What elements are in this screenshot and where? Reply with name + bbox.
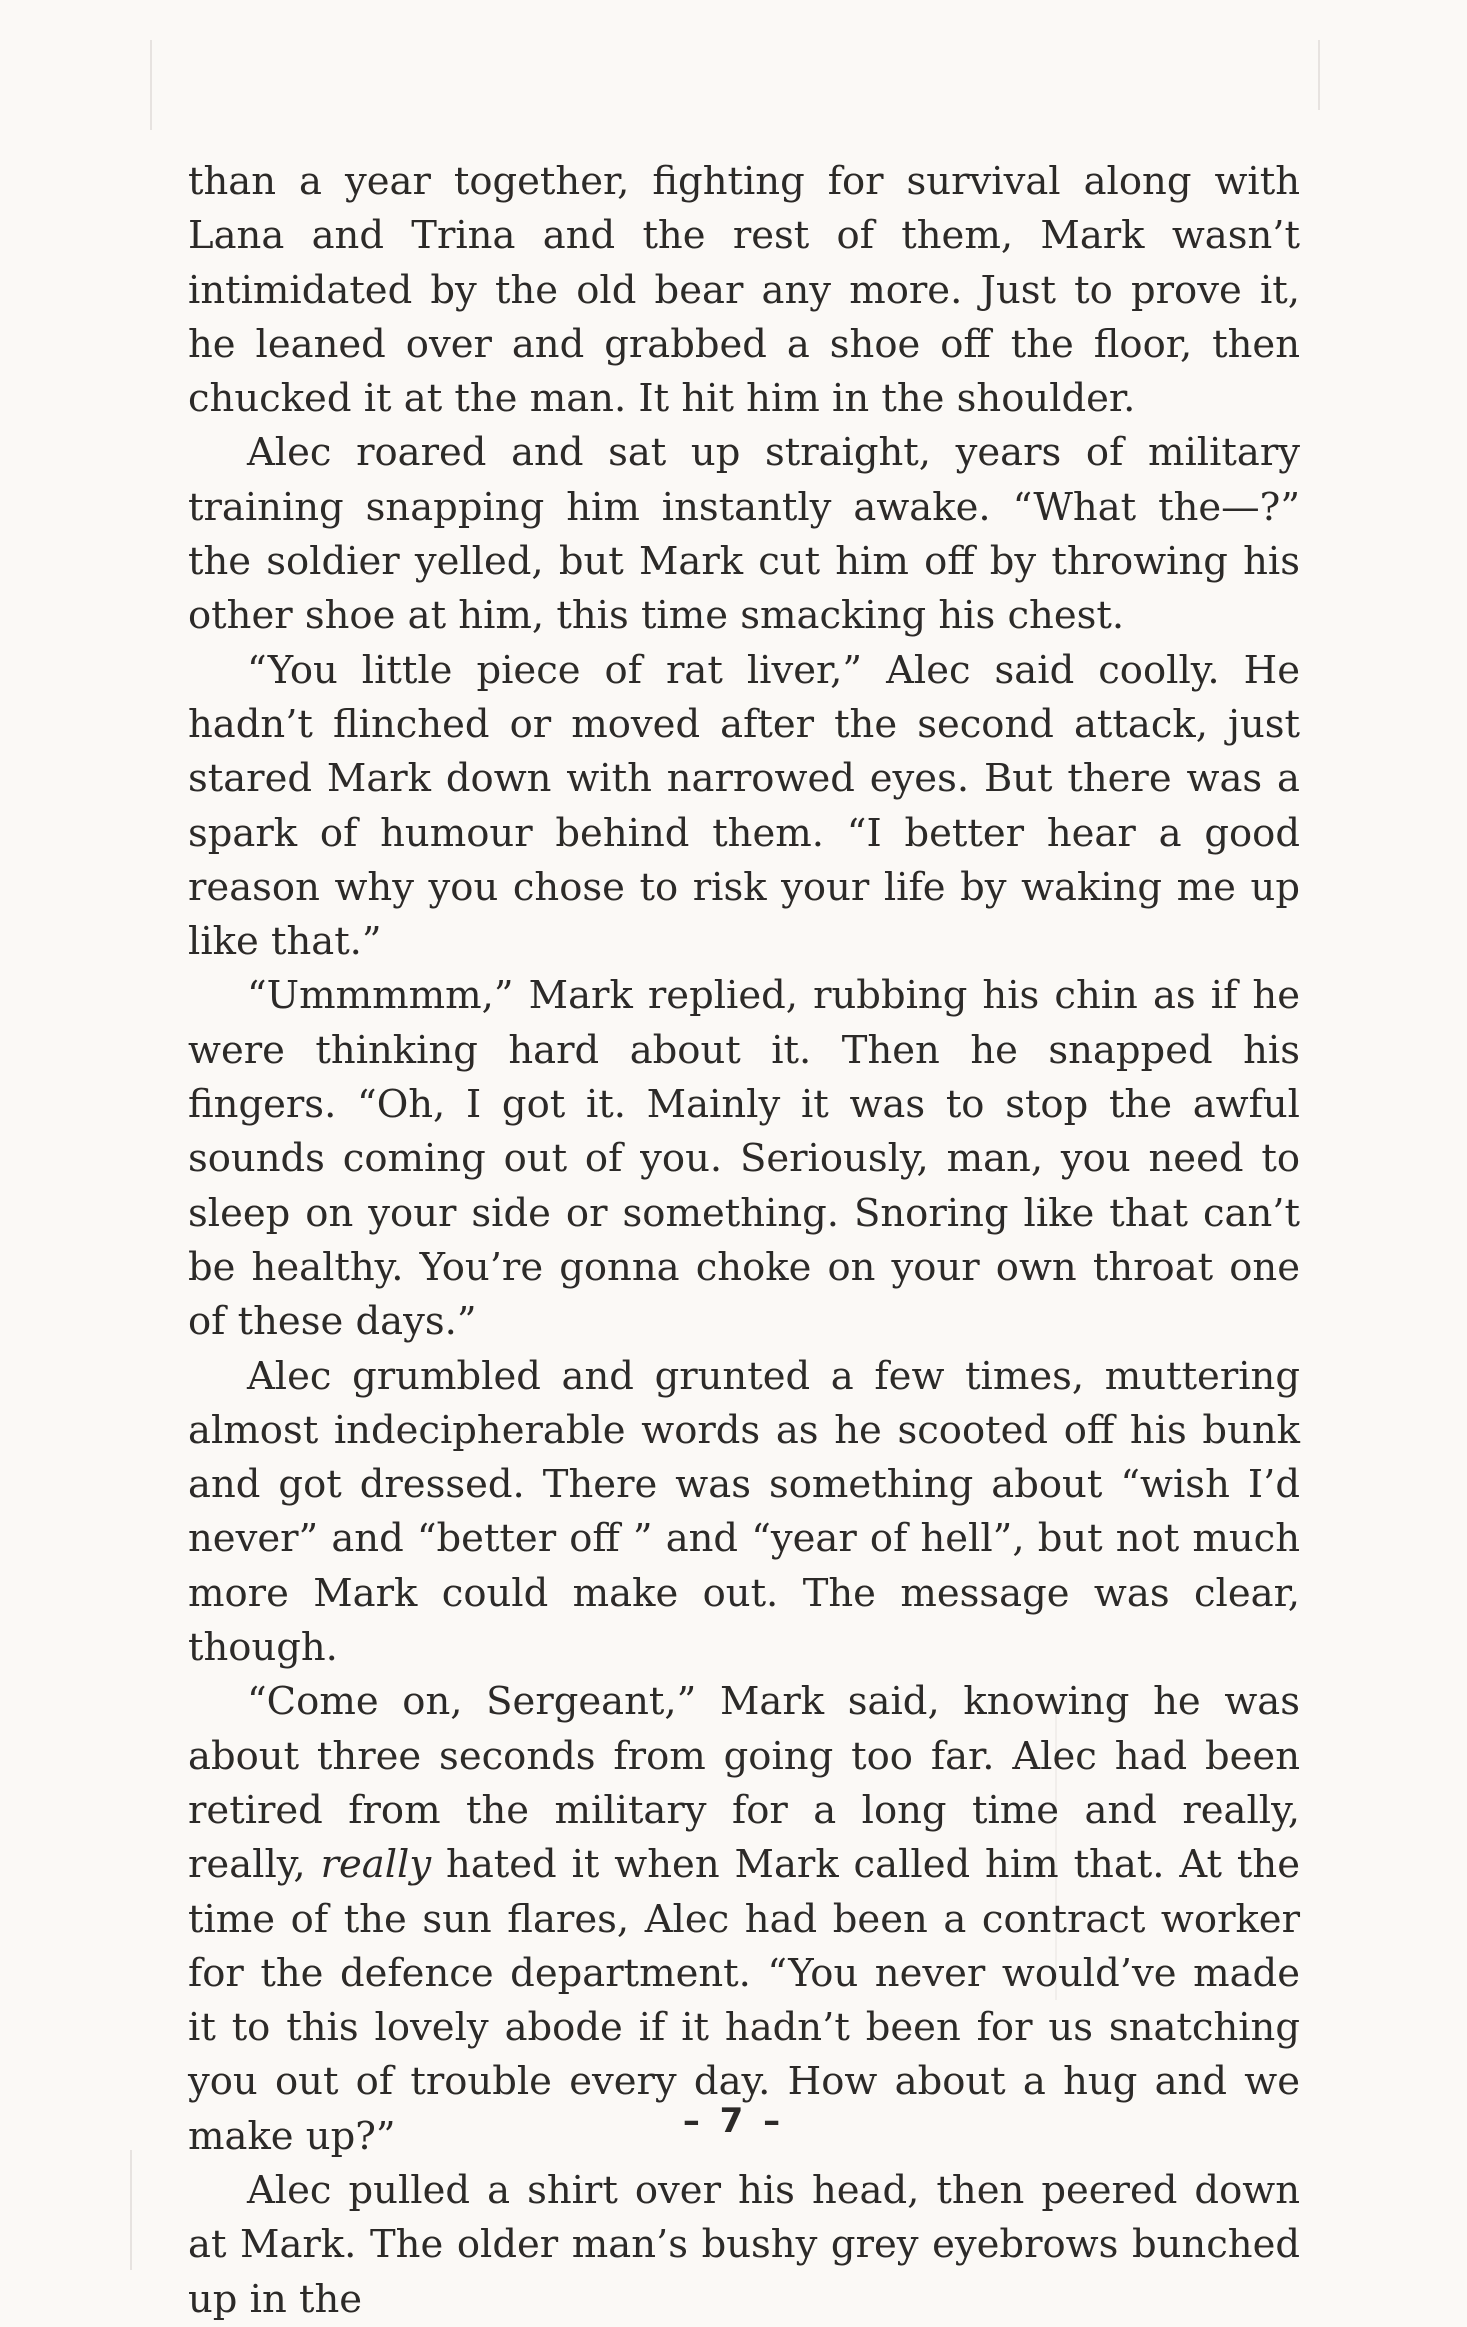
body-text (188, 155, 1300, 2327)
paragraph-text: hated it when Mark called him that. At the time of the sun flares, Alec had been a contract worker for the defence department. “You never would’ve made it to this lovely abode if it hadn’t been for us snatching you out of trouble every day. How about a hug and we make up?” (188, 1842, 1300, 2159)
paragraph: than a year together, fighting for survival along with Lana and Trina and the rest of them, Mark wasn’t intimidated by the old bear any more. Just to prove it, he leaned over and grabbed a shoe off the floor, then chucked it at the man. It hit him in the shoulder. (188, 159, 1300, 422)
paragraph: “You little piece of rat liver,” Alec said coolly. He hadn’t flinched or moved after the second attack, just stared Mark down with narrowed eyes. But there was a spark of humour behind them. “I better hear a good reason why you chose to risk your life by waking me up like that.” (188, 647, 1300, 965)
paragraph: “Ummmmm,” Mark replied, rubbing his chin as if he were thinking hard about it. Then he snapped his fingers. “Oh, I got it. Mainly it was to stop the awful sounds coming out of you. Seriously, man, you need to sleep on your side or something. Snoring like that can’t be healthy. You’re gonna choke on your own throat one of these days.” (188, 973, 1300, 1345)
paragraph-with-emphasis (188, 1675, 1300, 2164)
scan-artifact (1318, 40, 1320, 110)
paragraph-text: “Come on, Sergeant,” Mark said, knowing he was about three seconds from going too far. Alec had been retired from the military for a long time and really, really, (188, 1679, 1300, 1888)
page-number: – 7 – (682, 2101, 785, 2141)
scan-artifact (130, 2150, 132, 2270)
paragraph: Alec pulled a shirt over his head, then peered down at Mark. The older man’s bushy grey eyebrows bunched up in the (188, 2167, 1300, 2322)
paragraph: Alec roared and sat up straight, years of military training snapping him instantly awake. “What the—?” the soldier yelled, but Mark cut him off by throwing his other shoe at him, this time smacking his chest. (188, 430, 1300, 639)
emphasized-word: really (320, 1842, 432, 1888)
paragraph: Alec grumbled and grunted a few times, muttering almost indecipherable words as he scooted off his bunk and got dressed. There was something about “wish I’d never” and “better off ” and “year of hell”, but not much more Mark could make out. The message was clear, though. (188, 1353, 1300, 1671)
scan-artifact (150, 40, 152, 130)
